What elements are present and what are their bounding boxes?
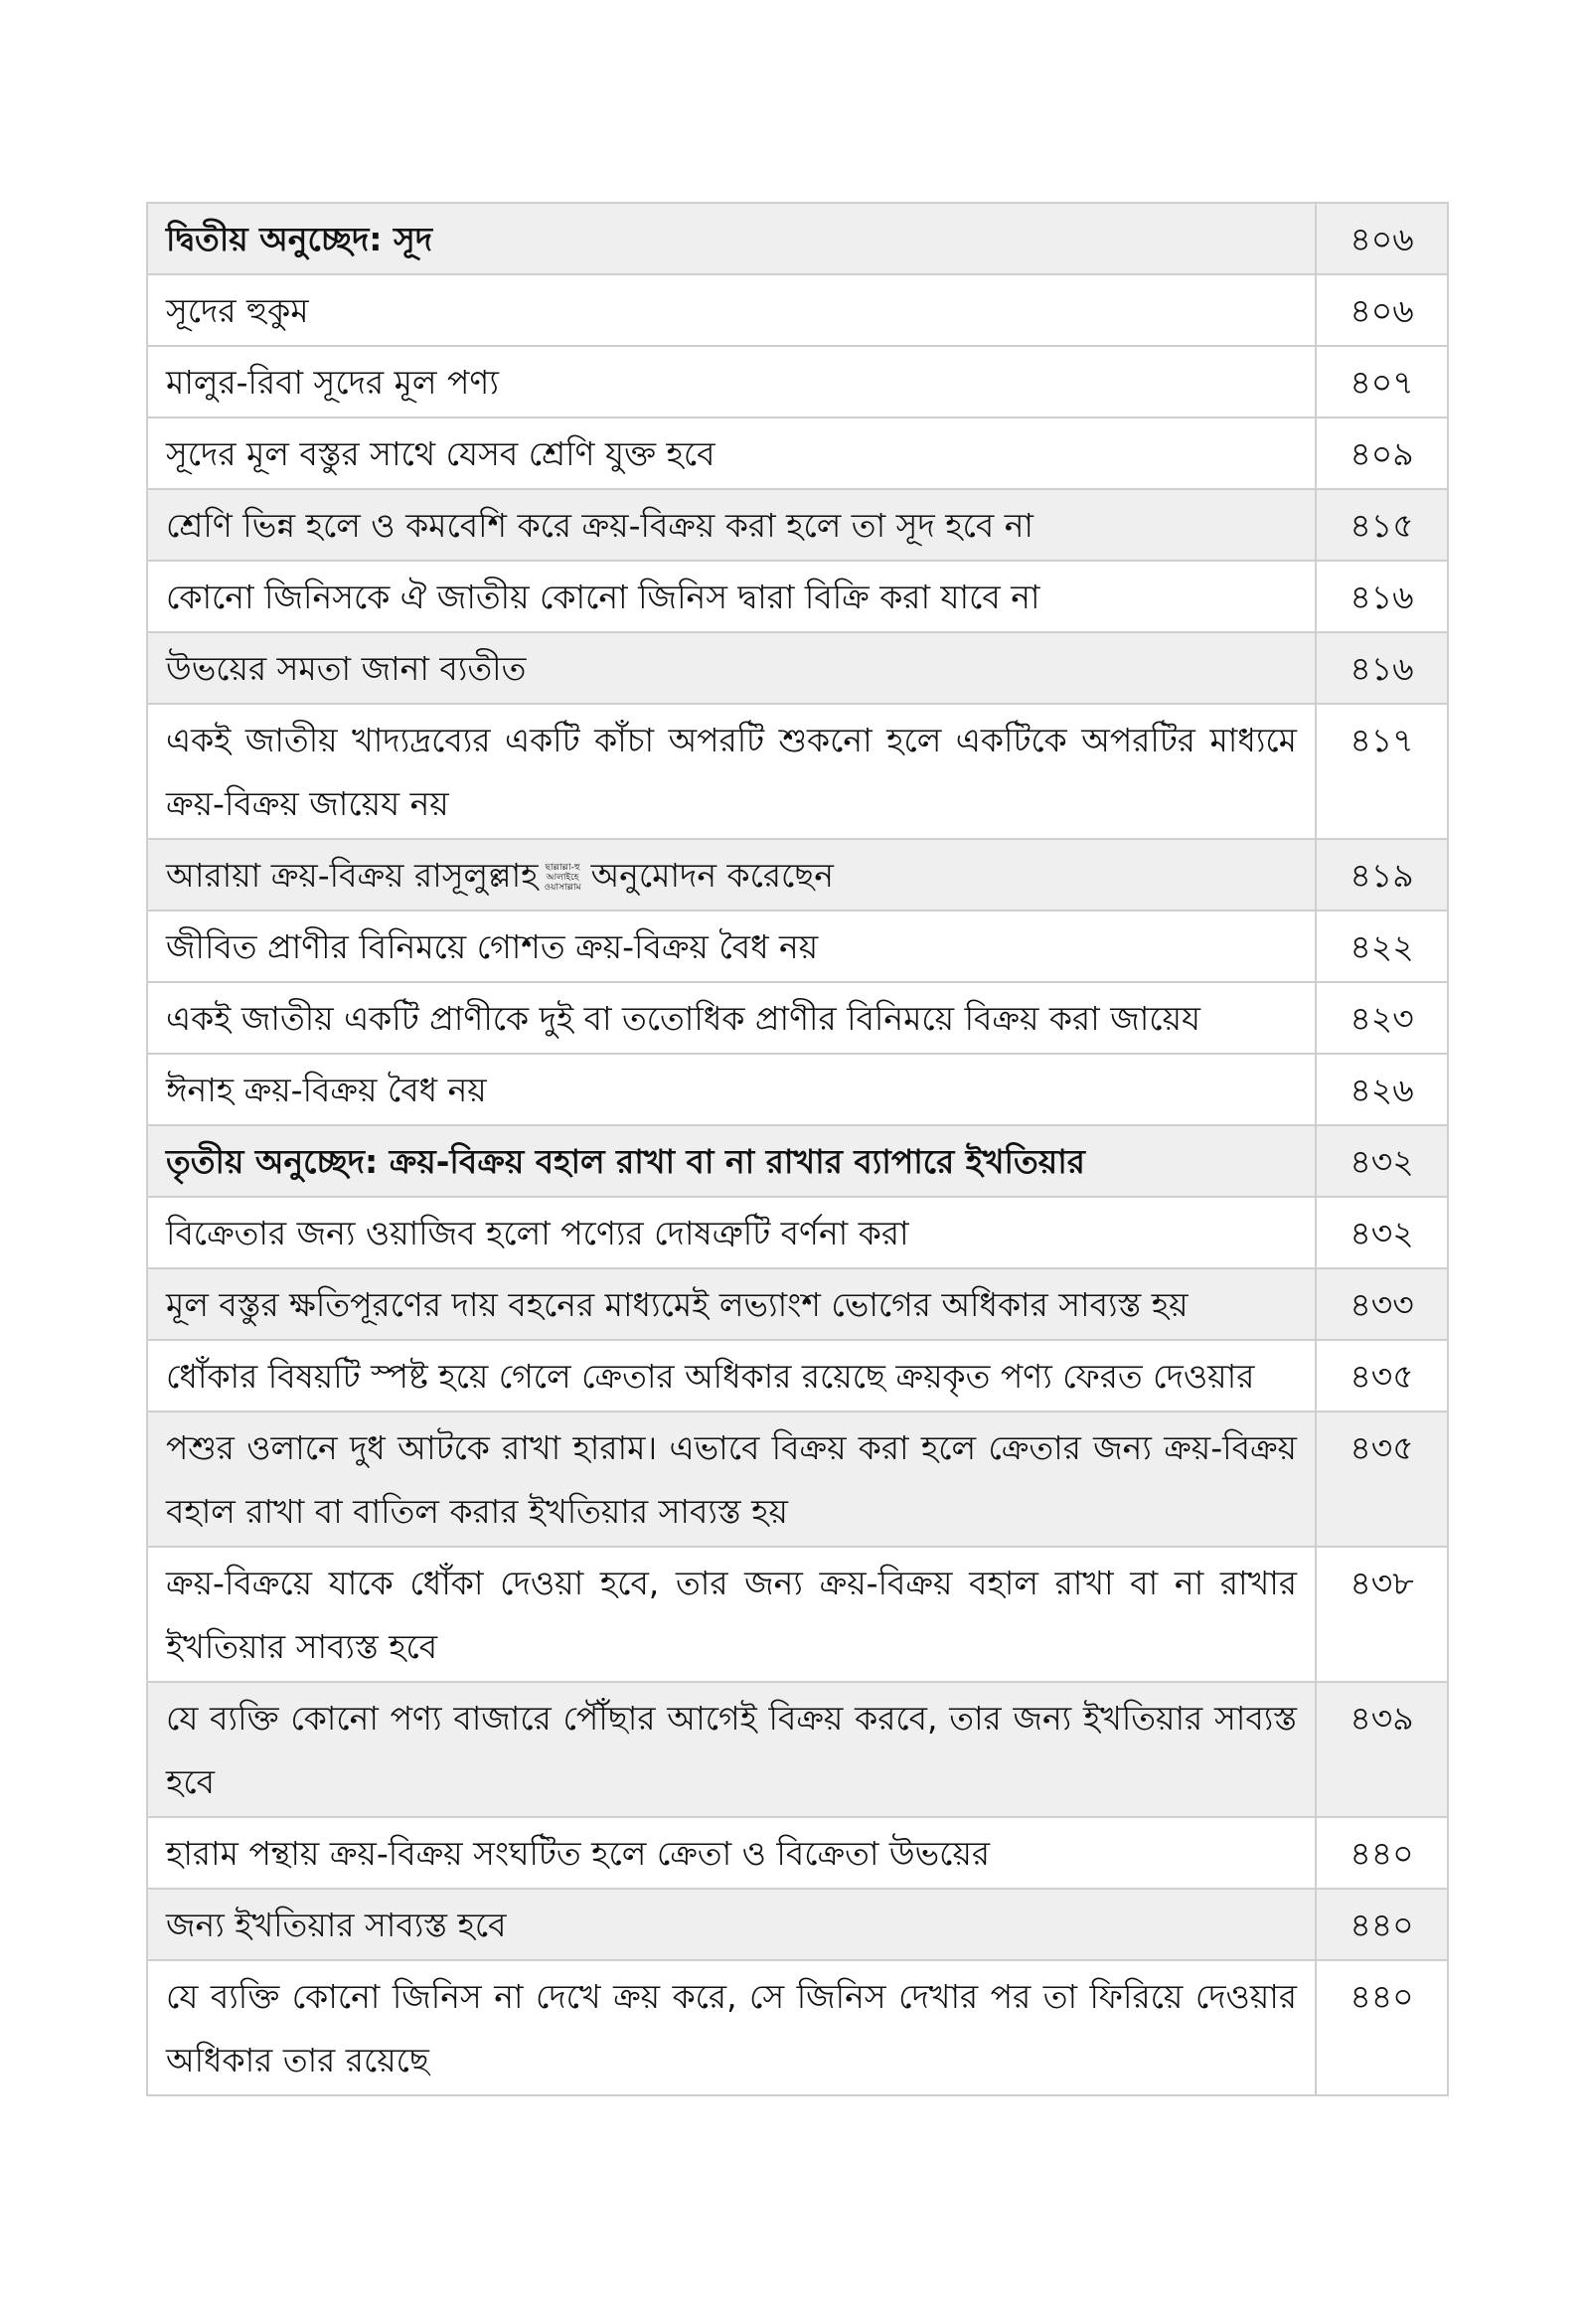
toc-entry-title: একই জাতীয় একটি প্রাণীকে দুই বা ততোধিক প্রাণীর বিনিময়ে বিক্রয় করা জায়েয	[147, 982, 1316, 1054]
toc-entry-title: যে ব্যক্তি কোনো পণ্য বাজারে পৌঁছার আগেই বিক্রয় করবে, তার জন্য ইখতিয়ার সাব্যস্ত হবে	[147, 1682, 1316, 1817]
toc-entry-page: ৪০৬	[1316, 203, 1448, 274]
toc-entry-page: ৪১৫	[1316, 489, 1448, 561]
toc-entry-title	[147, 839, 1316, 911]
salutation-line: ছাল্লাল্লা-হু	[545, 862, 580, 873]
toc-entry-title: একই জাতীয় খাদ্যদ্রব্যের একটি কাঁচা অপরটি শুকনো হলে একটিকে অপরটির মাধ্যমে ক্রয়-বিক্রয় জায়েয নয়	[147, 704, 1316, 839]
toc-entry-page: ৪৩২	[1316, 1197, 1448, 1268]
toc-row	[147, 632, 1448, 704]
toc-entry-title: বিক্রেতার জন্য ওয়াজিব হলো পণ্যের দোষত্রুটি বর্ণনা করা	[147, 1197, 1316, 1268]
toc-entry-title: মূল বস্তুর ক্ষতিপূরণের দায় বহনের মাধ্যমেই লভ্যাংশ ভোগের অধিকার সাব্যস্ত হয়	[147, 1268, 1316, 1340]
toc-entry-page: ৪১৯	[1316, 839, 1448, 911]
toc-entry-title: জীবিত প্রাণীর বিনিময়ে গোশত ক্রয়-বিক্রয় বৈধ নয়	[147, 911, 1316, 982]
toc-entry-page: ৪১৬	[1316, 632, 1448, 704]
toc-entry-page: ৪৩৮	[1316, 1547, 1448, 1682]
toc-entry-page: ৪২৩	[1316, 982, 1448, 1054]
toc-row	[147, 346, 1448, 417]
toc-entry-title: ধোঁকার বিষয়টি স্পষ্ট হয়ে গেলে ক্রেতার অধিকার রয়েছে ক্রয়কৃত পণ্য ফেরত দেওয়ার	[147, 1340, 1316, 1411]
toc-entry-title: উভয়ের সমতা জানা ব্যতীত	[147, 632, 1316, 704]
toc-entry-page: ৪১৭	[1316, 704, 1448, 839]
toc-row	[147, 1340, 1448, 1411]
toc-entry-page: ৪৩৯	[1316, 1682, 1448, 1817]
salutation-ligature	[544, 863, 580, 893]
toc-row	[147, 489, 1448, 561]
toc-row	[147, 1125, 1448, 1197]
salutation-line: আলাইহে	[546, 872, 579, 883]
toc-row	[147, 1817, 1448, 1889]
toc-entry-title: যে ব্যক্তি কোনো জিনিস না দেখে ক্রয় করে, সে জিনিস দেখার পর তা ফিরিয়ে দেওয়ার অধিকার তার রয়েছে	[147, 1960, 1316, 2095]
toc-entry-title-part: অনুমোদন করেছেন	[590, 856, 835, 895]
toc-entry-page: ৪১৬	[1316, 561, 1448, 632]
toc-entry-title: তৃতীয় অনুচ্ছেদ: ক্রয়-বিক্রয় বহাল রাখা বা না রাখার ব্যাপারে ইখতিয়ার	[147, 1125, 1316, 1197]
toc-entry-page: ৪৪০	[1316, 1960, 1448, 2095]
toc-row	[147, 561, 1448, 632]
toc-entry-title: ঈনাহ ক্রয়-বিক্রয় বৈধ নয়	[147, 1054, 1316, 1125]
toc-entry-page: ৪৪০	[1316, 1817, 1448, 1889]
toc-row	[147, 203, 1448, 274]
toc-entry-title-part: আরায়া ক্রয়-বিক্রয় রাসূলুল্লাহ	[166, 856, 539, 895]
toc-entry-page: ৪২২	[1316, 911, 1448, 982]
toc-entry-page: ৪৩৫	[1316, 1340, 1448, 1411]
toc-row	[147, 1268, 1448, 1340]
toc-entry-page: ৪০৬	[1316, 274, 1448, 346]
table-of-contents	[146, 202, 1449, 2096]
toc-row	[147, 1054, 1448, 1125]
salutation-line: ওয়াসাল্লাম	[544, 882, 581, 893]
toc-row	[147, 1960, 1448, 2095]
toc-entry-page: ৪০৯	[1316, 417, 1448, 489]
toc-row	[147, 1411, 1448, 1547]
toc-row	[147, 1889, 1448, 1960]
toc-entry-title: হারাম পন্থায় ক্রয়-বিক্রয় সংঘটিত হলে ক্রেতা ও বিক্রেতা উভয়ের	[147, 1817, 1316, 1889]
toc-entry-title: পশুর ওলানে দুধ আটকে রাখা হারাম। এভাবে বিক্রয় করা হলে ক্রেতার জন্য ক্রয়-বিক্রয় বহাল রাখা বা বাতিল করার ইখতিয়ার সাব্যস্ত হয়	[147, 1411, 1316, 1547]
toc-entry-title: জন্য ইখতিয়ার সাব্যস্ত হবে	[147, 1889, 1316, 1960]
toc-row	[147, 1547, 1448, 1682]
toc-row	[147, 911, 1448, 982]
toc-entry-title: কোনো জিনিসকে ঐ জাতীয় কোনো জিনিস দ্বারা বিক্রি করা যাবে না	[147, 561, 1316, 632]
toc-entry-title: মালুর-রিবা সূদের মূল পণ্য	[147, 346, 1316, 417]
toc-entry-title: দ্বিতীয় অনুচ্ছেদ: সূদ	[147, 203, 1316, 274]
toc-entry-page: ৪২৬	[1316, 1054, 1448, 1125]
toc-row	[147, 839, 1448, 911]
toc-entry-page: ৪৩৩	[1316, 1268, 1448, 1340]
toc-row	[147, 704, 1448, 839]
toc-entry-page: ৪০৭	[1316, 346, 1448, 417]
toc-row	[147, 274, 1448, 346]
toc-row	[147, 1197, 1448, 1268]
toc-entry-page: ৪৪০	[1316, 1889, 1448, 1960]
toc-entry-title: ক্রয়-বিক্রয়ে যাকে ধোঁকা দেওয়া হবে, তার জন্য ক্রয়-বিক্রয় বহাল রাখা বা না রাখার ইখতিয়ার সাব্যস্ত হবে	[147, 1547, 1316, 1682]
toc-row	[147, 1682, 1448, 1817]
toc-entry-title: সূদের হুকুম	[147, 274, 1316, 346]
toc-entry-page: ৪৩২	[1316, 1125, 1448, 1197]
toc-row	[147, 982, 1448, 1054]
toc-row	[147, 417, 1448, 489]
toc-body	[147, 203, 1448, 2095]
toc-entry-page: ৪৩৫	[1316, 1411, 1448, 1547]
toc-entry-title: সূদের মূল বস্তুর সাথে যেসব শ্রেণি যুক্ত হবে	[147, 417, 1316, 489]
toc-entry-title: শ্রেণি ভিন্ন হলে ও কমবেশি করে ক্রয়-বিক্রয় করা হলে তা সূদ হবে না	[147, 489, 1316, 561]
